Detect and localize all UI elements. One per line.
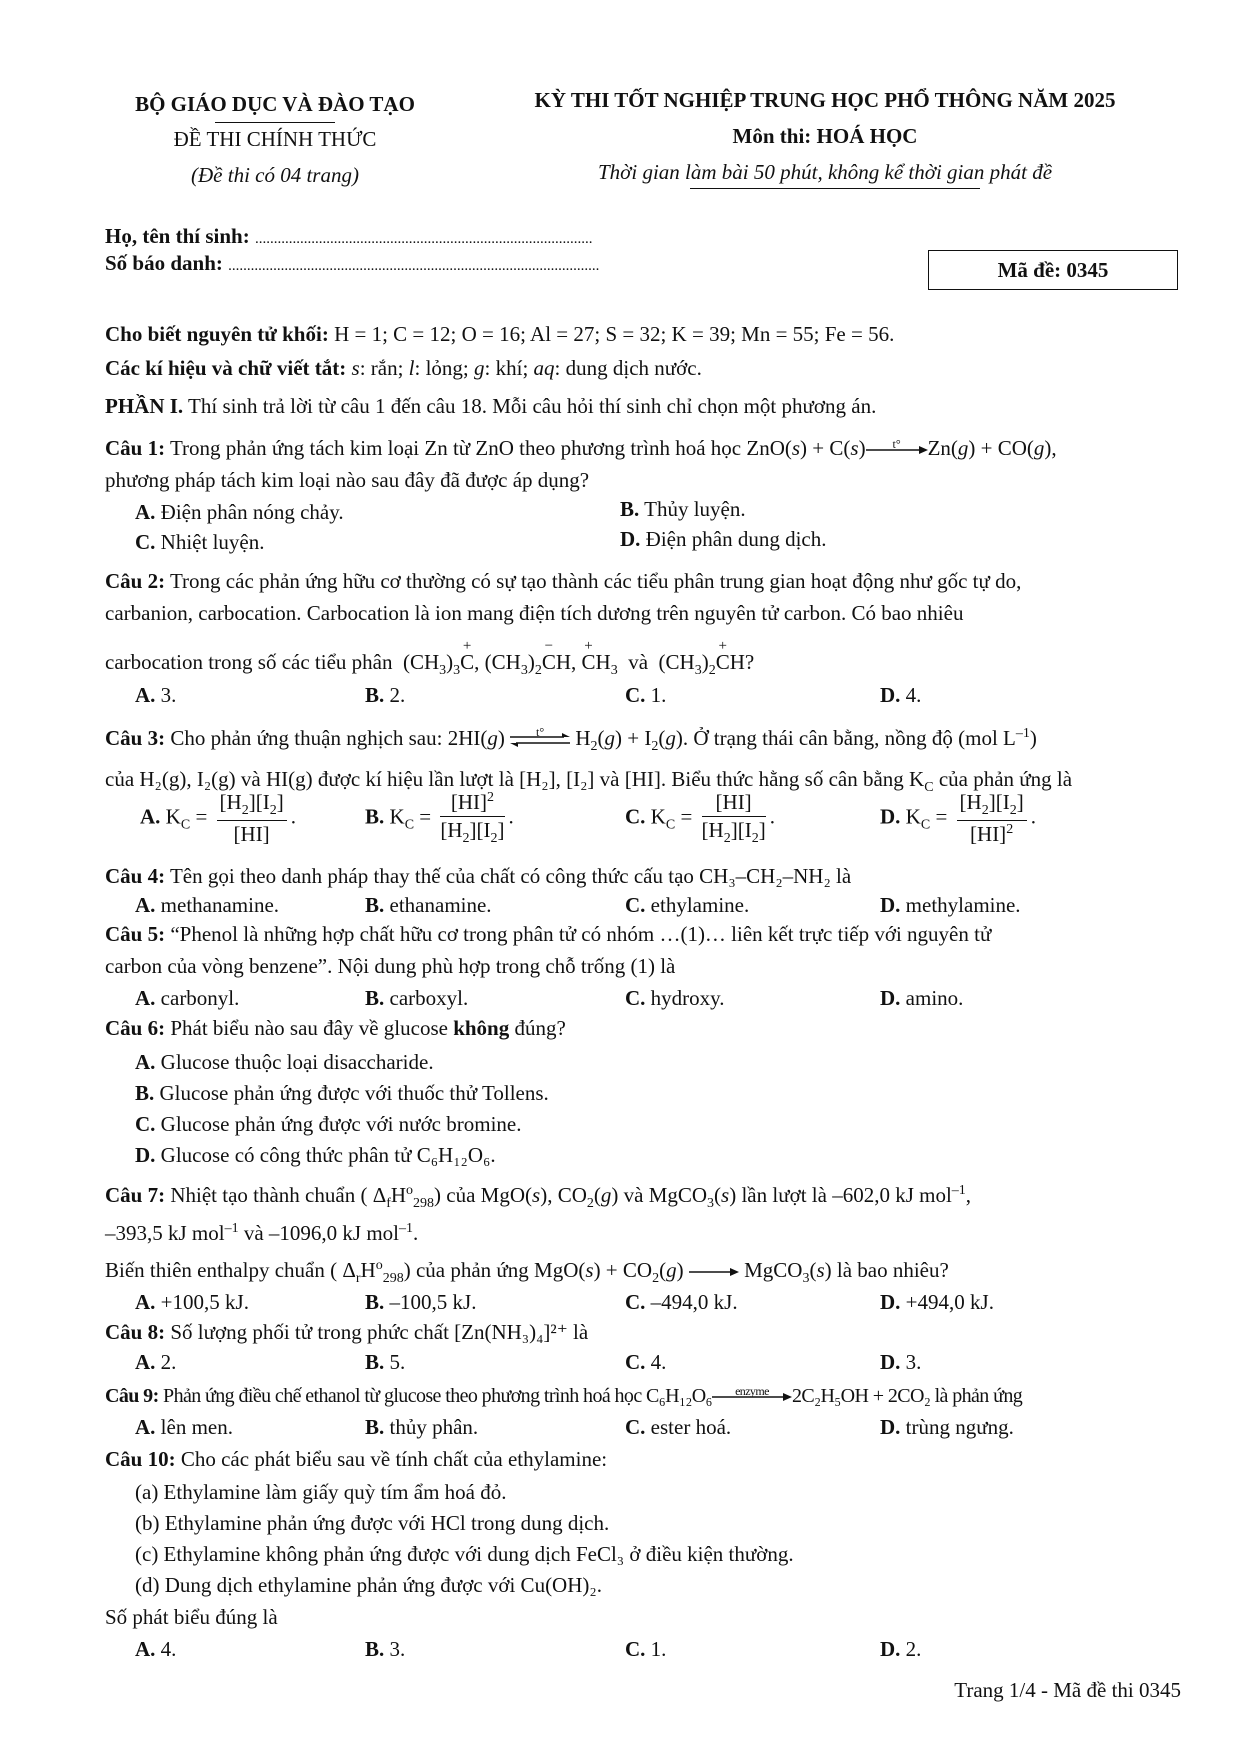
question-4: Câu 4: Tên gọi theo danh pháp thay thế của chất có công thức cấu tạo CH₃–CH₂–NH₂ là (105, 864, 852, 888)
q10-statement-b: (b) Ethylamine phản ứng được với HCl trong dung dịch. (135, 1511, 610, 1535)
pages-note: (Đề thi có 04 trang) (191, 163, 359, 187)
atomic-masses: Cho biết nguyên tử khối: H = 1; C = 12; O = 16; Al = 27; S = 32; K = 39; Mn = 55; Fe = 56. (105, 322, 895, 346)
header-underline-left (215, 122, 335, 123)
question-2-species: carbocation trong số các tiểu phân $(CH_3)_3C$ + , $(CH_3)_2C$ − H, C + $H_3$ và $(CH_3)_2C$ + H? (105, 638, 755, 679)
official-label: ĐỀ THI CHÍNH THỨC (173, 127, 377, 151)
q5-option-a[interactable]: A. carbonyl. (135, 986, 240, 1010)
q3-option-b[interactable]: B. $K_C$ = $\frac{[HI]^2}{[H_2][I_2]}$ . (365, 790, 514, 847)
q6-option-d[interactable]: D. Glucose có công thức phân tử C₆H₁₂O₆. (135, 1143, 496, 1167)
q2-option-c[interactable]: C. 1. (625, 683, 667, 707)
q10-prompt: Số phát biểu đúng là (105, 1605, 278, 1629)
q2-option-a[interactable]: A. 3. (135, 683, 177, 707)
page-footer: Trang 1/4 - Mã đề thi 0345 (954, 1678, 1181, 1702)
candidate-id-label: Số báo danh: ................................................................................................... (105, 251, 600, 275)
q10-statement-c: (c) Ethylamine không phản ứng được với dung dịch FeCl₃ ở điều kiện thường. (135, 1542, 794, 1566)
question-7: Câu 7: Nhiệt tạo thành chuẩn ( $\Delta_fH^o_{298}$) của MgO(s), $CO_2(g)$ và MgCO$_3$(s) lần lượt là –602,0 kJ mol$^{-1}$, (105, 1183, 972, 1212)
q2-option-b[interactable]: B. 2. (365, 683, 406, 707)
q3-option-a[interactable]: A. $K_C$ = $\frac{[H_2][I_2]}{[HI]}$ . (140, 790, 296, 847)
question-2: Câu 2: Trong các phản ứng hữu cơ thường có sự tạo thành các tiểu phân trung gian hoạt động như gốc tự do, carbanion, carbocation. Carbocation là ion mang điện tích dương trên nguyên tử carbon. Có bao nhiêu (105, 569, 1022, 625)
q9-arrow-label: enzyme (735, 1384, 769, 1399)
abbreviations: Các kí hiệu và chữ viết tắt: s: rắn; l: lỏng; g: khí; aq: dung dịch nước. (105, 356, 702, 380)
time-note: Thời gian làm bài 50 phút, không kể thời gian phát đề (597, 160, 1053, 184)
q2-option-d[interactable]: D. 4. (880, 683, 922, 707)
q6-option-a[interactable]: A. Glucose thuộc loại disaccharide. (135, 1050, 434, 1074)
q7-option-b[interactable]: B. –100,5 kJ. (365, 1290, 477, 1314)
question-6: Câu 6: Phát biểu nào sau đây về glucose không đúng? (105, 1016, 566, 1040)
q1-options (135, 497, 1195, 560)
header-underline-right (690, 188, 980, 189)
question-10: Câu 10: Cho các phát biểu sau về tính chất của ethylamine: (105, 1447, 608, 1471)
ministry-name: BỘ GIÁO DỤC VÀ ĐÀO TẠO (135, 92, 415, 116)
q1-option-b[interactable]: B. Thủy luyện. (620, 497, 746, 521)
q9-option-d[interactable]: D. trùng ngưng. (880, 1415, 1014, 1439)
q9-option-a[interactable]: A. lên men. (135, 1415, 233, 1439)
question-3: Câu 3: Cho phản ứng thuận nghịch sau: 2HI(g) t° $H_2(g) + I_2(g)$. Ở trạng thái cân bằng, nồng độ (mol $L^{-1}$) của H₂(g), I₂(g) và HI(g) được kí hiệu lần lượt là [H₂], [I₂] và [HI]. Biểu thức hằng số cân bằng $K_C$ của phản ứng là (105, 725, 1073, 796)
q7-option-c[interactable]: C. –494,0 kJ. (625, 1290, 738, 1314)
q3-option-d[interactable]: D. $K_C$ = $\frac{[H_2][I_2]}{[HI]^2}$ . (880, 790, 1036, 847)
q5-option-b[interactable]: B. carboxyl. (365, 986, 469, 1010)
q9-option-c[interactable]: C. ester hoá. (625, 1415, 732, 1439)
q10-option-c[interactable]: C. 1. (625, 1637, 667, 1661)
part-one-instructions: PHẦN I. Thí sinh trả lời từ câu 1 đến câu 18. Mỗi câu hỏi thí sinh chỉ chọn một phương án. (105, 394, 877, 418)
question-7-line3: Biến thiên enthalpy chuẩn ( $\Delta_rH^o_{298}$) của phản ứng $MgO(s) + CO_2(g)$ MgCO$_3$(s) là bao nhiêu? (105, 1258, 949, 1287)
q5-option-d[interactable]: D. amino. (880, 986, 964, 1010)
candidate-name-label: Họ, tên thí sinh: .......................................................................................... (105, 224, 593, 248)
q3-option-c[interactable]: C. $K_C$ = $\frac{[HI]}{[H_2][I_2]}$ . (625, 790, 775, 847)
q5-option-c[interactable]: C. hydroxy. (625, 986, 725, 1010)
q10-statement-d: (d) Dung dịch ethylamine phản ứng được với Cu(OH)₂. (135, 1573, 602, 1597)
question-1: Câu 1: Trong phản ứng tách kim loại Zn từ ZnO theo phương trình hoá học ZnO(s) + C(s) t° Zn(g) + CO(g), phương pháp tách kim loại nào sau đây đã được áp dụng? (105, 436, 1057, 492)
q10-option-b[interactable]: B. 3. (365, 1637, 406, 1661)
exam-title: KỲ THI TỐT NGHIỆP TRUNG HỌC PHỔ THÔNG NĂM 2025 (534, 88, 1116, 112)
q7-option-a[interactable]: A. +100,5 kJ. (135, 1290, 249, 1314)
q4-option-b[interactable]: B. ethanamine. (365, 893, 492, 917)
question-5: Câu 5: “Phenol là những hợp chất hữu cơ trong phân tử có nhóm …(1)… liên kết trực tiếp với nguyên tử carbon của vòng benzene”. Nội dung phù hợp trong chỗ trống (1) là (105, 922, 992, 978)
q8-option-d[interactable]: D. 3. (880, 1350, 922, 1374)
q4-option-d[interactable]: D. methylamine. (880, 893, 1021, 917)
q4-option-a[interactable]: A. methanamine. (135, 893, 280, 917)
q1-option-c[interactable]: C. Nhiệt luyện. (135, 530, 265, 554)
subject-label: Môn thi: HOÁ HỌC (732, 124, 918, 148)
q8-option-a[interactable]: A. 2. (135, 1350, 177, 1374)
q10-option-d[interactable]: D. 2. (880, 1637, 922, 1661)
q4-option-c[interactable]: C. ethylamine. (625, 893, 750, 917)
q9-option-b[interactable]: B. thủy phân. (365, 1415, 479, 1439)
q8-option-c[interactable]: C. 4. (625, 1350, 667, 1374)
q10-option-a[interactable]: A. 4. (135, 1637, 177, 1661)
q10-statement-a: (a) Ethylamine làm giấy quỳ tím ẩm hoá đỏ. (135, 1480, 507, 1504)
q1-option-a[interactable]: A. Điện phân nóng chảy. (135, 500, 344, 524)
q3-options (135, 790, 1195, 860)
q1-option-d[interactable]: D. Điện phân dung dịch. (620, 527, 827, 551)
exam-code-box: Mã đề: 0345 (928, 250, 1178, 290)
q6-option-b[interactable]: B. Glucose phản ứng được với thuốc thử Tollens. (135, 1081, 549, 1105)
q7-option-d[interactable]: D. +494,0 kJ. (880, 1290, 994, 1314)
question-8: Câu 8: Số lượng phối tử trong phức chất [Zn(NH₃)₄]²⁺ là (105, 1320, 589, 1344)
q6-option-c[interactable]: C. Glucose phản ứng được với nước bromine. (135, 1112, 522, 1136)
question-9: Câu 9: Phản ứng điều chế ethanol từ glucose theo phương trình hoá học C₆H₁₂O₆ enzyme 2C₂H₅OH + 2CO₂ là phản ứng (105, 1380, 1195, 1412)
question-7-line2: –393,5 kJ mol$^{-1}$ và –1096,0 kJ mol$^{-1}$. (105, 1221, 419, 1245)
q8-option-b[interactable]: B. 5. (365, 1350, 406, 1374)
